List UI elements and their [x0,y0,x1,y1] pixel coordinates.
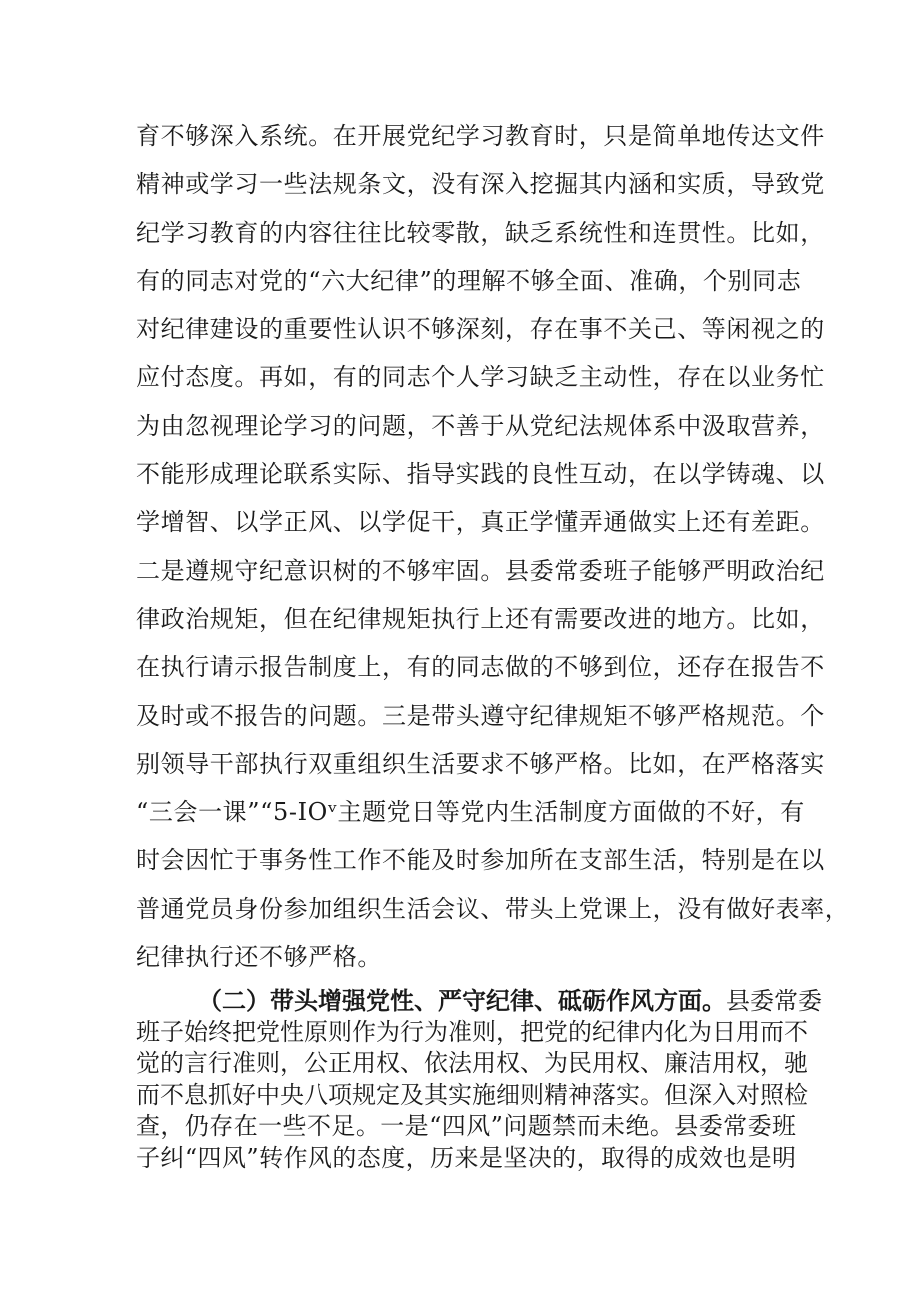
text-line: 对纪律建设的重要性认识不够深刻，存在事不关己、等闲视之的 [136,315,825,344]
text-line: 律政治规矩，但在纪律规矩执行上还有需要改进的地方。比如， [136,604,825,633]
text-line: “三会一课”“5-IOᵛ主题党日等党内生活制度方面做的不好，有 [136,798,805,827]
text-line: 及时或不报告的问题。三是带头遵守纪律规矩不够严格规范。个 [136,701,825,730]
text-line: 应付态度。再如，有的同志个人学习缺乏主动性，存在以业务忙 [136,363,825,392]
text-line: 查，仍存在一些不足。一是“四风”问题禁而未绝。县委常委班 [136,1112,796,1141]
text-line: 普通党员身份参加组织生活会议、带头上党课上，没有做好表率， [136,894,850,923]
text-fragment: 县委常委 [726,987,822,1015]
text-line: 班子始终把党性原则作为行为准则，把党的纪律内化为日用而不 [136,1017,808,1046]
text-line: 学增智、以学正风、以学促干，真正学懂弄通做实上还有差距。 [136,508,825,537]
text-line: 而不息抓好中央八项规定及其实施细则精神落实。但深入对照检 [136,1080,808,1109]
paragraph-section-two [136,985,822,1175]
text-line: 精神或学习一些法规条文，没有深入挖掘其内涵和实质，导致党 [136,170,825,199]
text-line: 育不够深入系统。在开展党纪学习教育时，只是简单地传达文件 [136,122,825,150]
paragraph-continued [136,112,850,981]
text-line: 觉的言行准则，公正用权、依法用权、为民用权、廉洁用权，驰 [136,1049,808,1078]
text-line: 别领导干部执行双重组织生活要求不够严格。比如，在严格落实 [136,749,825,778]
text-line: 不能形成理论联系实际、指导实践的良性互动，在以学铸魂、以 [136,460,825,489]
text-line: 为由忽视理论学习的问题，不善于从党纪法规体系中汲取营养， [136,411,825,440]
text-line: 纪律执行还不够严格。 [136,943,382,972]
text-line: 纪学习教育的内容往往比较零散，缺乏系统性和连贯性。比如， [136,218,825,247]
section-heading: （二）带头增强党性、严守纪律、砥砺作风方面。 [198,986,726,1015]
section-first-line [136,985,822,1017]
text-line: 在执行请示报告制度上，有的同志做的不够到位，还存在报告不 [136,653,825,682]
text-line: 有的同志对党的“六大纪律”的理解不够全面、准确，个别同志 [136,266,802,295]
text-line: 子纠“四风”转作风的态度，历来是坚决的，取得的成效也是明 [136,1143,796,1172]
text-line: 二是遵规守纪意识树的不够牢固。县委常委班子能够严明政治纪 [136,556,825,585]
text-line: 时会因忙于事务性工作不能及时参加所在支部生活，特别是在以 [136,846,825,875]
